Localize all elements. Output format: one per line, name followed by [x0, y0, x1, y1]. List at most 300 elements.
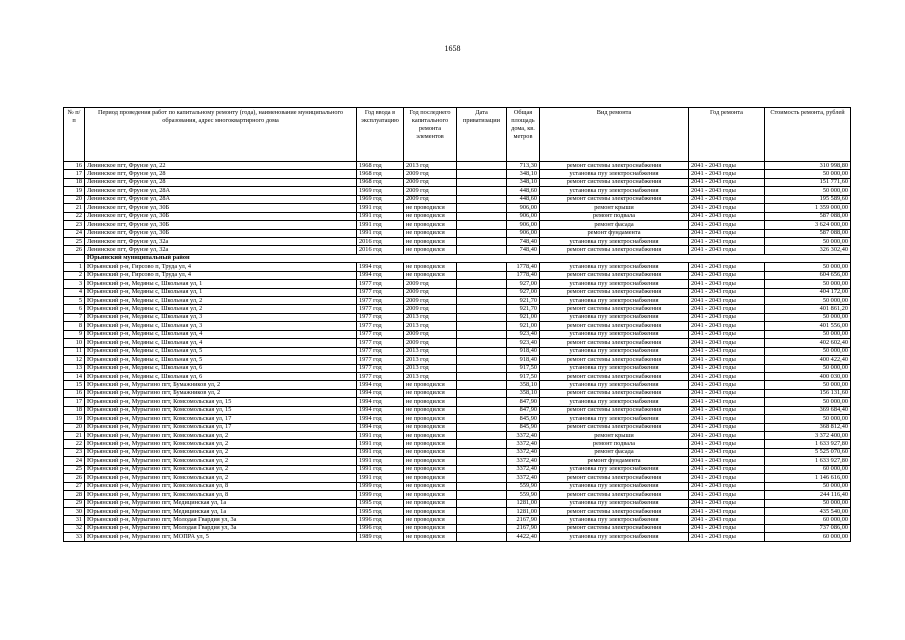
cell-year-built: 1969 год	[357, 187, 404, 195]
cell-repair-type: ремонт системы электроснабжения	[540, 288, 689, 296]
cell-cost: 50 000,00	[765, 347, 851, 355]
table-row	[64, 347, 851, 355]
cell-year-built: 1977 год	[357, 339, 404, 347]
table-row	[64, 178, 851, 186]
cell-repair-type: ремонт системы электроснабжения	[540, 339, 689, 347]
cell-cost: 50 000,00	[765, 297, 851, 305]
cell-repair-period: 2041 - 2043 годы	[689, 170, 765, 178]
cell-last-repair: не проводился	[404, 389, 457, 397]
cell-area: 748,40	[507, 237, 540, 245]
cell-repair-period: 2041 - 2043 годы	[689, 482, 765, 490]
cell-privatization	[457, 221, 507, 229]
cell-year-built: 1991 год	[357, 440, 404, 448]
cell-address: Юрьянский р-н, Мурыгино пгт, Комсомольская ул, 2	[85, 457, 357, 465]
cell-year-built: 1977 год	[357, 305, 404, 313]
cell-privatization	[457, 271, 507, 279]
table-row	[64, 372, 851, 380]
cell-cost: 50 000,00	[765, 499, 851, 507]
cell-area: 847,90	[507, 406, 540, 414]
cell-year-built: 1977 год	[357, 372, 404, 380]
cell-year-built: 1994 год	[357, 389, 404, 397]
cell-privatization	[457, 389, 507, 397]
cell-repair-period: 2041 - 2043 годы	[689, 347, 765, 355]
table-body-top	[64, 162, 851, 255]
cell-year-built: 1995 год	[357, 507, 404, 515]
cell-privatization	[457, 246, 507, 254]
cell-area: 3372,40	[507, 448, 540, 456]
table-row	[64, 423, 851, 431]
cell-address: Юрьянский р-н, Мурыгино пгт, Комсомольская ул, 2	[85, 465, 357, 473]
cell-privatization	[457, 465, 507, 473]
cell-num: 2	[64, 271, 85, 279]
cell-privatization	[457, 423, 507, 431]
cell-num: 8	[64, 322, 85, 330]
cell-repair-type: ремонт крыши	[540, 432, 689, 440]
table-row	[64, 457, 851, 465]
header-repair-type: Вид ремонта	[540, 108, 689, 162]
cell-privatization	[457, 280, 507, 288]
cell-privatization	[457, 474, 507, 482]
cell-repair-type: установка пуу электроснабжения	[540, 364, 689, 372]
cell-cost: 587 088,00	[765, 212, 851, 220]
cell-last-repair: 2009 год	[404, 280, 457, 288]
cell-address: Юрьянский р-н, Мурыгино пгт, Комсомольская ул, 15	[85, 398, 357, 406]
cell-privatization	[457, 372, 507, 380]
cell-num: 18	[64, 178, 85, 186]
cell-cost: 50 000,00	[765, 381, 851, 389]
table-row	[64, 271, 851, 279]
cell-privatization	[457, 524, 507, 532]
cell-cost: 401 861,20	[765, 305, 851, 313]
cell-area: 918,40	[507, 356, 540, 364]
cell-address: Юрьянский р-н, Мурыгино пгт, Комсомольская ул, 8	[85, 482, 357, 490]
cell-address: Юрьянский р-н, Медяны с, Школьная ул, 5	[85, 347, 357, 355]
cell-privatization	[457, 330, 507, 338]
cell-repair-period: 2041 - 2043 годы	[689, 389, 765, 397]
cell-privatization	[457, 339, 507, 347]
cell-area: 923,40	[507, 339, 540, 347]
table-row	[64, 474, 851, 482]
table-row	[64, 516, 851, 524]
table-row	[64, 195, 851, 203]
cell-num: 13	[64, 364, 85, 372]
cell-privatization	[457, 297, 507, 305]
cell-address: Юрьянский р-н, Медяны с, Школьная ул, 4	[85, 339, 357, 347]
cell-privatization	[457, 178, 507, 186]
table-row	[64, 415, 851, 423]
cell-cost: 1 633 927,80	[765, 457, 851, 465]
cell-last-repair: 2009 год	[404, 187, 457, 195]
cell-address: Юрьянский р-н, Медяны с, Школьная ул, 2	[85, 297, 357, 305]
cell-cost: 404 172,00	[765, 288, 851, 296]
cell-repair-period: 2041 - 2043 годы	[689, 398, 765, 406]
cell-year-built: 1994 год	[357, 423, 404, 431]
cell-year-built: 1968 год	[357, 170, 404, 178]
cell-last-repair: не проводился	[404, 415, 457, 423]
table-row	[64, 305, 851, 313]
cell-repair-period: 2041 - 2043 годы	[689, 533, 765, 541]
header-address: Период проведения работ по капитальному ремонту (года), наименование муниципального образования, адрес многоквартирного дома	[85, 108, 357, 162]
cell-last-repair: 2009 год	[404, 305, 457, 313]
section-num-cell	[64, 254, 85, 262]
table-row	[64, 339, 851, 347]
cell-cost: 156 131,60	[765, 389, 851, 397]
cell-repair-type: ремонт подвала	[540, 212, 689, 220]
cell-area: 2167,90	[507, 524, 540, 532]
cell-privatization	[457, 381, 507, 389]
cell-year-built: 1977 год	[357, 288, 404, 296]
table-row	[64, 524, 851, 532]
cell-area: 923,40	[507, 330, 540, 338]
cell-num: 21	[64, 432, 85, 440]
cell-address: Ленинское пгт, Фрунзе ул, 30Б	[85, 229, 357, 237]
cell-num: 4	[64, 288, 85, 296]
cell-last-repair: не проводился	[404, 474, 457, 482]
table-row	[64, 440, 851, 448]
cell-num: 28	[64, 491, 85, 499]
cell-last-repair: не проводился	[404, 491, 457, 499]
cell-num: 19	[64, 415, 85, 423]
cell-cost: 50 000,00	[765, 398, 851, 406]
cell-repair-period: 2041 - 2043 годы	[689, 415, 765, 423]
cell-repair-period: 2041 - 2043 годы	[689, 356, 765, 364]
cell-last-repair: не проводился	[404, 457, 457, 465]
cell-repair-period: 2041 - 2043 годы	[689, 313, 765, 321]
cell-privatization	[457, 195, 507, 203]
cell-address: Юрьянский р-н, Мурыгино пгт, Молодая Гвардия ул, 3а	[85, 516, 357, 524]
cell-privatization	[457, 415, 507, 423]
cell-repair-period: 2041 - 2043 годы	[689, 221, 765, 229]
cell-repair-type: установка пуу электроснабжения	[540, 415, 689, 423]
cell-area: 348,10	[507, 178, 540, 186]
cell-last-repair: 2013 год	[404, 322, 457, 330]
cell-repair-type: ремонт системы электроснабжения	[540, 507, 689, 515]
cell-address: Юрьянский р-н, Мурыгино пгт, Молодая Гвардия ул, 3а	[85, 524, 357, 532]
cell-area: 906,00	[507, 212, 540, 220]
table-row	[64, 237, 851, 245]
cell-last-repair: 2013 год	[404, 364, 457, 372]
cell-last-repair: не проводился	[404, 271, 457, 279]
cell-num: 6	[64, 305, 85, 313]
cell-num: 24	[64, 457, 85, 465]
cell-area: 1281,00	[507, 499, 540, 507]
cell-repair-type: ремонт системы электроснабжения	[540, 406, 689, 414]
cell-area: 358,10	[507, 381, 540, 389]
cell-privatization	[457, 440, 507, 448]
cell-repair-type: установка пуу электроснабжения	[540, 516, 689, 524]
cell-last-repair: 2009 год	[404, 170, 457, 178]
cell-last-repair: не проводился	[404, 507, 457, 515]
header-area: Общая площадь дома, кв. метров	[507, 108, 540, 162]
cell-num: 12	[64, 356, 85, 364]
cell-address: Ленинское пгт, Фрунзе ул, 28А	[85, 187, 357, 195]
cell-repair-type: установка пуу электроснабжения	[540, 330, 689, 338]
cell-area: 845,90	[507, 415, 540, 423]
cell-cost: 60 000,00	[765, 516, 851, 524]
cell-privatization	[457, 398, 507, 406]
table-row	[64, 533, 851, 541]
cell-repair-type: ремонт системы электроснабжения	[540, 389, 689, 397]
cell-address: Юрьянский р-н, Мурыгино пгт, Комсомольская ул, 2	[85, 474, 357, 482]
cell-area: 1281,00	[507, 507, 540, 515]
cell-cost: 50 000,00	[765, 237, 851, 245]
cell-area: 559,90	[507, 482, 540, 490]
cell-cost: 50 000,00	[765, 313, 851, 321]
cell-privatization	[457, 507, 507, 515]
cell-last-repair: 2009 год	[404, 297, 457, 305]
cell-cost: 50 000,00	[765, 263, 851, 271]
cell-repair-period: 2041 - 2043 годы	[689, 305, 765, 313]
cell-address: Ленинское пгт, Фрунзе ул, 30Б	[85, 221, 357, 229]
cell-cost: 326 302,40	[765, 246, 851, 254]
cell-last-repair: не проводился	[404, 448, 457, 456]
cell-repair-period: 2041 - 2043 годы	[689, 465, 765, 473]
cell-last-repair: 2009 год	[404, 288, 457, 296]
cell-area: 921,70	[507, 297, 540, 305]
cell-repair-type: ремонт системы электроснабжения	[540, 491, 689, 499]
cell-address: Юрьянский р-н, Мурыгино пгт, МОПРА ул, 5	[85, 533, 357, 541]
cell-cost: 50 000,00	[765, 364, 851, 372]
cell-year-built: 1994 год	[357, 406, 404, 414]
cell-cost: 310 998,80	[765, 162, 851, 170]
cell-year-built: 1968 год	[357, 178, 404, 186]
cell-num: 33	[64, 533, 85, 541]
cell-area: 559,90	[507, 491, 540, 499]
section-title: Юрьянский муниципальный район	[85, 254, 851, 262]
cell-cost: 50 000,00	[765, 415, 851, 423]
cell-cost: 402 602,40	[765, 339, 851, 347]
cell-repair-type: установка пуу электроснабжения	[540, 533, 689, 541]
cell-cost: 3 372 400,00	[765, 432, 851, 440]
table-row	[64, 212, 851, 220]
cell-year-built: 1991 год	[357, 221, 404, 229]
cell-cost: 60 000,00	[765, 465, 851, 473]
cell-address: Юрьянский р-н, Мурыгино пгт, Комсомольская ул, 8	[85, 491, 357, 499]
header-last-repair: Год последнего капитального ремонта элементов	[404, 108, 457, 162]
table-row	[64, 330, 851, 338]
cell-year-built: 1991 год	[357, 432, 404, 440]
cell-address: Ленинское пгт, Фрунзе ул, 30Б	[85, 212, 357, 220]
cell-address: Ленинское пгт, Фрунзе ул, 22	[85, 162, 357, 170]
cell-num: 31	[64, 516, 85, 524]
table-row	[64, 406, 851, 414]
cell-repair-period: 2041 - 2043 годы	[689, 406, 765, 414]
cell-cost: 50 000,00	[765, 330, 851, 338]
cell-num: 30	[64, 507, 85, 515]
cell-area: 3372,40	[507, 440, 540, 448]
table-row	[64, 491, 851, 499]
cell-privatization	[457, 162, 507, 170]
table-row	[64, 432, 851, 440]
table-body-bottom	[64, 263, 851, 541]
cell-address: Ленинское пгт, Фрунзе ул, 30Б	[85, 204, 357, 212]
cell-year-built: 1994 год	[357, 415, 404, 423]
cell-cost: 369 684,40	[765, 406, 851, 414]
cell-area: 2167,90	[507, 516, 540, 524]
cell-year-built: 1995 год	[357, 499, 404, 507]
cell-num: 11	[64, 347, 85, 355]
cell-repair-period: 2041 - 2043 годы	[689, 263, 765, 271]
cell-address: Юрьянский р-н, Медяны с, Школьная ул, 5	[85, 356, 357, 364]
cell-repair-period: 2041 - 2043 годы	[689, 423, 765, 431]
cell-cost: 50 000,00	[765, 280, 851, 288]
cell-cost: 50 000,00	[765, 170, 851, 178]
cell-repair-type: ремонт системы электроснабжения	[540, 524, 689, 532]
table-row	[64, 187, 851, 195]
cell-repair-period: 2041 - 2043 годы	[689, 322, 765, 330]
cell-num: 20	[64, 423, 85, 431]
cell-privatization	[457, 237, 507, 245]
cell-privatization	[457, 322, 507, 330]
cell-repair-period: 2041 - 2043 годы	[689, 457, 765, 465]
cell-cost: 737 086,00	[765, 524, 851, 532]
cell-last-repair: не проводился	[404, 221, 457, 229]
cell-address: Ленинское пгт, Фрунзе ул, 32а	[85, 237, 357, 245]
cell-year-built: 1991 год	[357, 229, 404, 237]
table-row	[64, 313, 851, 321]
cell-repair-type: ремонт системы электроснабжения	[540, 178, 689, 186]
cell-privatization	[457, 288, 507, 296]
table-row	[64, 229, 851, 237]
cell-year-built: 1977 год	[357, 297, 404, 305]
cell-privatization	[457, 305, 507, 313]
cell-last-repair: не проводился	[404, 212, 457, 220]
cell-year-built: 1994 год	[357, 381, 404, 389]
cell-repair-period: 2041 - 2043 годы	[689, 339, 765, 347]
cell-year-built: 1991 год	[357, 448, 404, 456]
cell-area: 3372,40	[507, 465, 540, 473]
cell-last-repair: не проводился	[404, 398, 457, 406]
cell-num: 22	[64, 212, 85, 220]
cell-repair-type: установка пуу электроснабжения	[540, 482, 689, 490]
cell-cost: 435 540,00	[765, 507, 851, 515]
cell-area: 927,00	[507, 288, 540, 296]
cell-last-repair: не проводился	[404, 516, 457, 524]
cell-num: 25	[64, 237, 85, 245]
cell-num: 18	[64, 406, 85, 414]
cell-cost: 604 656,00	[765, 271, 851, 279]
cell-repair-type: установка пуу электроснабжения	[540, 237, 689, 245]
cell-address: Юрьянский р-н, Мурыгино пгт, Комсомольская ул, 17	[85, 423, 357, 431]
cell-num: 1	[64, 263, 85, 271]
cell-privatization	[457, 482, 507, 490]
table-row	[64, 398, 851, 406]
cell-address: Юрьянский р-н, Мурыгино пгт, Комсомольская ул, 15	[85, 406, 357, 414]
table-row	[64, 499, 851, 507]
cell-num: 17	[64, 398, 85, 406]
cell-repair-type: установка пуу электроснабжения	[540, 499, 689, 507]
cell-area: 748,40	[507, 246, 540, 254]
header-cost: Стоимость ремонта, рублей	[765, 108, 851, 162]
cell-area: 906,00	[507, 221, 540, 229]
table-row	[64, 507, 851, 515]
cell-address: Ленинское пгт, Фрунзе ул, 28А	[85, 195, 357, 203]
cell-num: 32	[64, 524, 85, 532]
cell-repair-type: установка пуу электроснабжения	[540, 187, 689, 195]
cell-year-built: 1991 год	[357, 465, 404, 473]
cell-area: 921,70	[507, 305, 540, 313]
cell-year-built: 1999 год	[357, 482, 404, 490]
cell-address: Юрьянский р-н, Мурыгино пгт, Комсомольская ул, 2	[85, 448, 357, 456]
cell-cost: 151 771,60	[765, 178, 851, 186]
cell-cost: 587 088,00	[765, 229, 851, 237]
cell-num: 10	[64, 339, 85, 347]
cell-cost: 368 812,40	[765, 423, 851, 431]
cell-area: 3372,40	[507, 457, 540, 465]
table-row	[64, 465, 851, 473]
cell-num: 14	[64, 372, 85, 380]
cell-cost: 401 556,00	[765, 322, 851, 330]
cell-cost: 400 030,00	[765, 372, 851, 380]
cell-num: 24	[64, 229, 85, 237]
cell-last-repair: не проводился	[404, 204, 457, 212]
cell-address: Юрьянский р-н, Мурыгино пгт, Комсомольская ул, 17	[85, 415, 357, 423]
cell-repair-period: 2041 - 2043 годы	[689, 162, 765, 170]
cell-privatization	[457, 263, 507, 271]
cell-privatization	[457, 516, 507, 524]
cell-address: Юрьянский р-н, Медяны с, Школьная ул, 1	[85, 288, 357, 296]
cell-area: 348,10	[507, 170, 540, 178]
section-row	[64, 254, 851, 262]
cell-address: Юрьянский р-н, Медяны с, Школьная ул, 4	[85, 330, 357, 338]
cell-num: 3	[64, 280, 85, 288]
cell-privatization	[457, 204, 507, 212]
cell-repair-type: ремонт системы электроснабжения	[540, 322, 689, 330]
cell-year-built: 1996 год	[357, 516, 404, 524]
cell-year-built: 1994 год	[357, 263, 404, 271]
cell-num: 16	[64, 389, 85, 397]
cell-cost: 60 000,00	[765, 533, 851, 541]
cell-num: 26	[64, 474, 85, 482]
cell-address: Юрьянский р-н, Мурыгино пгт, Бумажников ул, 2	[85, 389, 357, 397]
cell-num: 22	[64, 440, 85, 448]
cell-repair-period: 2041 - 2043 годы	[689, 440, 765, 448]
cell-year-built: 1996 год	[357, 524, 404, 532]
table-row	[64, 482, 851, 490]
cell-repair-period: 2041 - 2043 годы	[689, 381, 765, 389]
cell-area: 3372,40	[507, 432, 540, 440]
cell-num: 27	[64, 482, 85, 490]
cell-year-built: 2016 год	[357, 246, 404, 254]
cell-address: Юрьянский р-н, Мурыгино пгт, Бумажников ул, 2	[85, 381, 357, 389]
cell-repair-period: 2041 - 2043 годы	[689, 524, 765, 532]
cell-repair-type: ремонт системы электроснабжения	[540, 246, 689, 254]
cell-repair-period: 2041 - 2043 годы	[689, 474, 765, 482]
cell-year-built: 1994 год	[357, 398, 404, 406]
cell-cost: 50 000,00	[765, 482, 851, 490]
cell-year-built: 1977 год	[357, 280, 404, 288]
cell-last-repair: 2009 год	[404, 339, 457, 347]
cell-last-repair: не проводился	[404, 237, 457, 245]
cell-repair-type: установка пуу электроснабжения	[540, 347, 689, 355]
cell-address: Юрьянский р-н, Медяны с, Школьная ул, 6	[85, 372, 357, 380]
cell-repair-period: 2041 - 2043 годы	[689, 499, 765, 507]
cell-repair-period: 2041 - 2043 годы	[689, 246, 765, 254]
cell-repair-type: ремонт системы электроснабжения	[540, 423, 689, 431]
cell-repair-period: 2041 - 2043 годы	[689, 516, 765, 524]
cell-last-repair: 2013 год	[404, 356, 457, 364]
cell-area: 921,00	[507, 313, 540, 321]
cell-repair-period: 2041 - 2043 годы	[689, 271, 765, 279]
cell-address: Юрьянский р-н, Мурыгино пгт, Медицинская ул, 1а	[85, 507, 357, 515]
cell-num: 20	[64, 195, 85, 203]
cell-num: 23	[64, 221, 85, 229]
cell-last-repair: не проводился	[404, 432, 457, 440]
cell-area: 906,00	[507, 204, 540, 212]
table-row	[64, 288, 851, 296]
cell-year-built: 1991 год	[357, 474, 404, 482]
cell-cost: 400 422,40	[765, 356, 851, 364]
